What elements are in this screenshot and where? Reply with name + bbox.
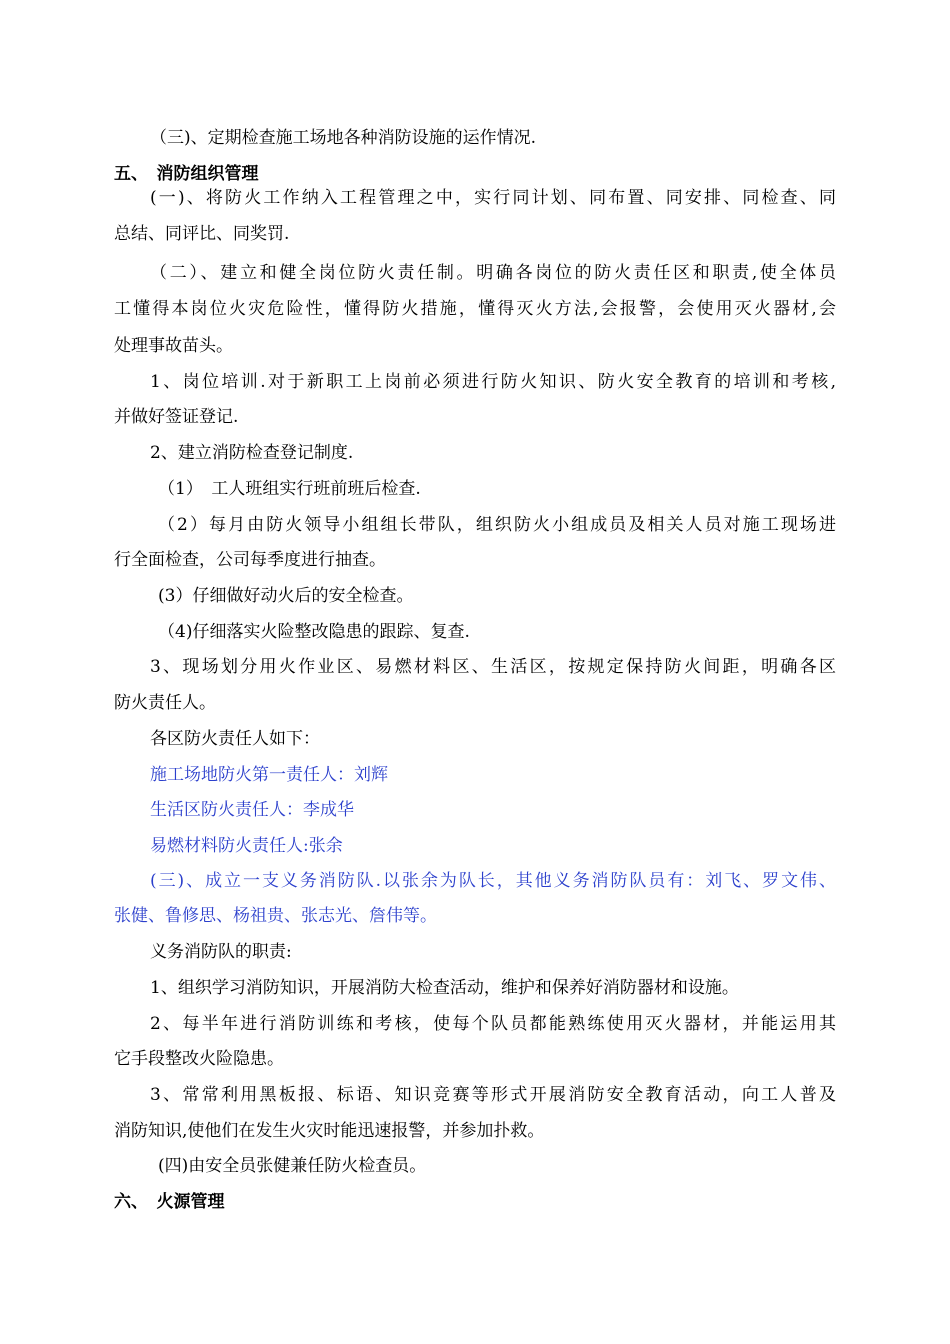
text-line: 防火责任人。 <box>114 693 216 713</box>
text-line: 张健、鲁修思、杨祖贵、张志光、詹伟等。 <box>114 906 437 926</box>
text-line: 1、岗位培训.对于新职工上岗前必须进行防火知识、防火安全教育的培训和考核, <box>150 372 836 392</box>
text-line: 工懂得本岗位火灾危险性，懂得防火措施，懂得灭火方法,会报警，会使用灭火器材,会 <box>114 299 836 319</box>
text-line: 1、组织学习消防知识，开展消防大检查活动，维护和保养好消防器材和设施。 <box>150 978 739 998</box>
text-line: （二）、建立和健全岗位防火责任制。明确各岗位的防火责任区和职责,使全体员 <box>150 263 836 283</box>
text-line: (3）仔细做好动火后的安全检查。 <box>158 586 414 606</box>
text-line: 行全面检查，公司每季度进行抽查。 <box>114 550 386 570</box>
text-line: 2、建立消防检查登记制度. <box>150 443 354 463</box>
text-line: 易燃材料防火责任人:张余 <box>150 836 343 856</box>
text-line: 消防知识,使他们在发生火灾时能迅速报警，并参加扑救。 <box>114 1121 545 1141</box>
text-line: 3、常常利用黑板报、标语、知识竞赛等形式开展消防安全教育活动，向工人普及 <box>150 1085 836 1105</box>
text-line: 并做好签证登记. <box>114 407 239 427</box>
text-line: (四)由安全员张健兼任防火检查员。 <box>158 1156 427 1176</box>
text-line: 2、每半年进行消防训练和考核，使每个队员都能熟练使用灭火器材，并能运用其 <box>150 1014 836 1034</box>
text-line: 各区防火责任人如下： <box>150 729 320 749</box>
text-line: 3、现场划分用火作业区、易燃材料区、生活区，按规定保持防火间距，明确各区 <box>150 657 836 677</box>
text-line: 它手段整改火险隐患。 <box>114 1049 284 1069</box>
text-line: (三)、成立一支义务消防队.以张余为队长，其他义务消防队员有：刘飞、罗文伟、 <box>150 871 836 891</box>
text-line: （1） 工人班组实行班前班后检查. <box>158 479 421 499</box>
text-line: 施工场地防火第一责任人：刘辉 <box>150 765 388 785</box>
text-line: 生活区防火责任人：李成华 <box>150 800 354 820</box>
text-line: (一)、将防火工作纳入工程管理之中，实行同计划、同布置、同安排、同检查、同 <box>150 188 836 208</box>
text-line: （2）每月由防火领导小组组长带队，组织防火小组成员及相关人员对施工现场进 <box>158 515 836 535</box>
text-line: 义务消防队的职责: <box>150 942 292 962</box>
text-line: 处理事故苗头。 <box>114 336 233 356</box>
section-heading: 六、 火源管理 <box>114 1192 225 1212</box>
text-line: （三)、定期检查施工场地各种消防设施的运作情况. <box>150 128 537 148</box>
section-heading: 五、 消防组织管理 <box>114 164 259 184</box>
text-line: 总结、同评比、同奖罚. <box>114 224 290 244</box>
text-line: （4)仔细落实火险整改隐患的跟踪、复查. <box>158 622 470 642</box>
